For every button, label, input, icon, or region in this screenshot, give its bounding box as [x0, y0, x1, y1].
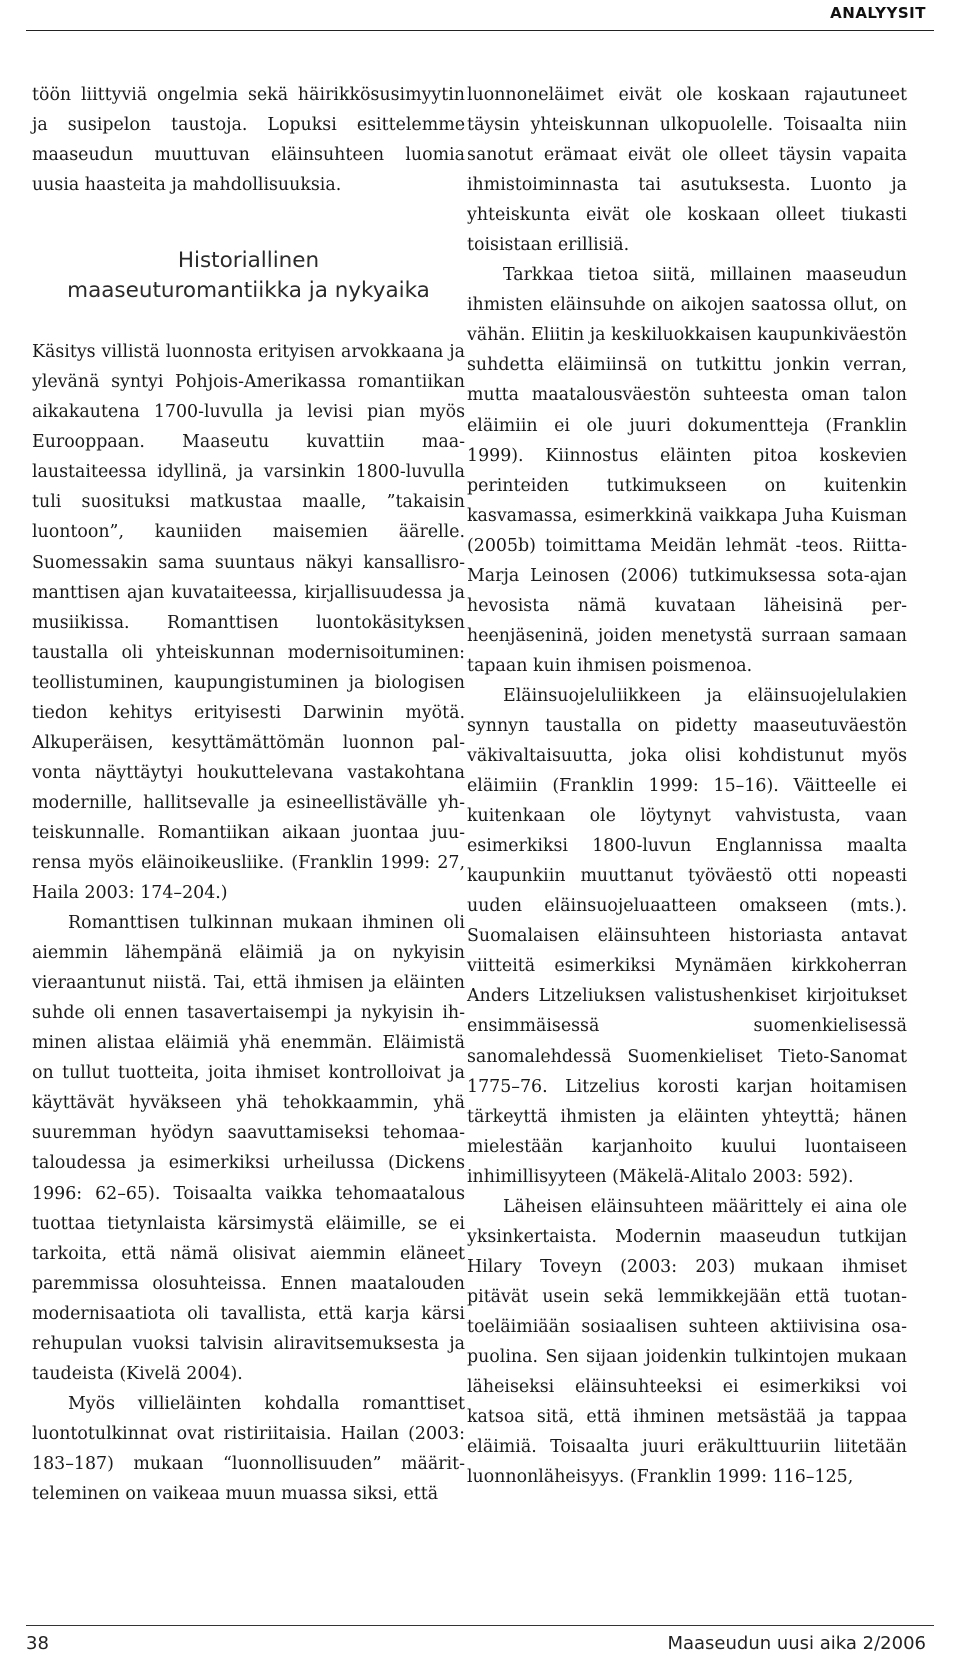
right-column: [467, 80, 907, 1492]
paragraph: Eläinsuojeluliikkeen ja eläinsuojelulakien synnyn taustalla on pidetty maaseutuväestön väkivaltaisuutta, joka olisi kohdistunut myös eläimiin (Franklin 1999: 15–16). Väitteelle ei kuitenkaan ole löytynyt vahvistusta, vaan esimerkiksi 1800-luvun Englannissa maalta kaupunkiin muuttanut työväestö otti nopeasti uuden eläinsuojeluaatteen omakseen (mts.). Suomalaisen eläinsuhteen historiasta antavat viitteitä esimerkiksi Mynämäen kirkkoherran Anders Litzeliuksen valistushenkiset kirjoitukset ensimmäisessä suomenkielisessä sanomalehdessä Suomenkieliset Tieto-Sanomat 1775–76. Litzelius korosti karjan hoitamisen tärkeyttä ihmisten ja eläinten yhteyttä; hänen mielestään karjanhoito kuului luontaiseen inhimillisyyteen (Mäkelä-Alitalo 2003: 592).: [467, 685, 907, 1187]
section-heading-line: maaseuturomantiikka ja nykyaika: [67, 278, 430, 304]
paragraph: Myös villieläinten kohdalla romanttiset luontotulkinnat ovat ristiriitaisia. Hailan (2003: 183–187) mukaan “luonnollisuuden” määritteleminen on vaikeaa muun muassa siksi, että: [32, 1393, 465, 1504]
paragraph: Läheisen eläinsuhteen määrittely ei aina ole yksinkertaista. Modernin maaseudun tutkijan Hilary Toveyn (2003: 203) mukaan ihmiset pitävät usein sekä lemmikkejään että tuotantoeläimiään sosiaalisen suhteen aktiivisina osapuolina. Sen sijaan joidenkin tulkintojen mukaan läheiseksi eläinsuhteeksi ei esimerkiksi voi katsoa sitä, että ihminen metsästää ja tappaa eläimiä. Toisaalta juuri eräkulttuuriin liitetään luonnonläheisyys. (Franklin 1999: 116–125,: [467, 1196, 907, 1488]
page-number: 38: [26, 1633, 49, 1654]
left-column: [32, 80, 465, 1509]
paragraph: Tarkkaa tietoa siitä, millainen maaseudun ihmisten eläinsuhde on aikojen saatossa ollut, on vähän. Eliitin ja keskiluokkaisen kaupunkiväestön suhdetta eläimiinsä on tutkittu jonkin verran, mutta maatalousväestön suhteesta oman talon eläimiin ei ole juuri dokumentteja (Franklin 1999). Kiinnostus eläinten pitoa koskevien perinteiden tutkimukseen on kuitenkin kasvamassa, esimerkkinä vaikkapa Juha Kuisman (2005b) toimittama Meidän lehmät -teos. Riitta-Marja Leinosen (2006) tutkimuksessa sota-ajan hevosista nämä kuvataan läheisinä perheenjäseninä, joiden menetystä surraan samaan tapaan kuin ihmisen poismenoa.: [467, 265, 907, 676]
paragraph: Romanttisen tulkinnan mukaan ihminen oli aiemmin lähempänä eläimiä ja on nykyisin vieraantunut niistä. Tai, että ihmisen ja eläinten suhde oli ennen tasavertaisempi ja nykyisin ihminen alistaa eläimiä yhä enemmän. Eläimistä on tullut tuotteita, joita ihmiset kontrolloivat ja käyttävät hyväkseen yhä tehokkaammin, yhä suuremman hyödyn saavuttamiseksi tehomaataloudessa ja esimerkiksi urheilussa (Dickens 1996: 62–65). Toisaalta vaikka tehomaatalous tuottaa tietynlaista kärsimystä eläimille, se ei tarkoita, että nämä olisivat aiemmin eläneet paremmissa olosuhteissa. Ennen maatalouden modernisaatiota oli tavallista, että karja kärsi rehupulan vuoksi talvisin aliravitsemuksesta ja taudeista (Kivelä 2004).: [32, 913, 465, 1384]
paragraph: Käsitys villistä luonnosta erityisen arvokkaana ja ylevänä syntyi Pohjois-Amerikassa romantiikan aikakautena 1700-luvulla ja levisi pian myös Eurooppaan. Maaseutu kuvattiin maalaustaiteessa idyllinä, ja varsinkin 1800-luvulla tuli suosituksi matkustaa maalle, ”takaisin luontoon”, kauniiden maisemien äärelle. Suomessakin sama suuntaus näkyi kansallisromanttisen ajan kuvataiteessa, kirjallisuudessa ja musiikissa. Romanttisen luontokäsityksen taustalla oli yhteiskunnan modernisoituminen: teollistuminen, kaupungistuminen ja biologisen tiedon kehitys erityisesti Darwinin myötä. Alkuperäisen, kesyttämättömän luonnon palvonta näyttäytyi houkuttelevana vastakohtana modernille, hallitsevalle ja esineellistävälle yhteiskunnalle. Romantiikan aikaan juontaa juurensa myös eläinoikeusliike. (Franklin 1999: 27, Haila 2003: 174–204.): [32, 342, 465, 904]
footer-divider: [26, 1625, 934, 1626]
paragraph: luonnoneläimet eivät ole koskaan rajautuneet täysin yhteiskunnan ulkopuolelle. Toisaalta niin sanotut erämaat eivät ole olleet täysin vapaita ihmistoiminnasta tai asutuksesta. Luonto ja yhteiskunta eivät ole koskaan olleet tiukasti toisistaan erillisiä.: [467, 85, 907, 256]
header-divider: [26, 30, 934, 31]
section-heading-line: Historiallinen: [177, 248, 320, 274]
paragraph: töön liittyviä ongelmia sekä häirikkösusimyytin ja susipelon taustoja. Lopuksi esittelemme maaseudun muuttuvan eläinsuhteen luomia uusia haasteita ja mahdollisuuksia.: [32, 85, 465, 196]
journal-name: Maaseudun uusi aika 2/2006: [667, 1633, 926, 1654]
section-heading: [32, 246, 465, 306]
section-label: ANALYYSIT: [830, 4, 926, 22]
